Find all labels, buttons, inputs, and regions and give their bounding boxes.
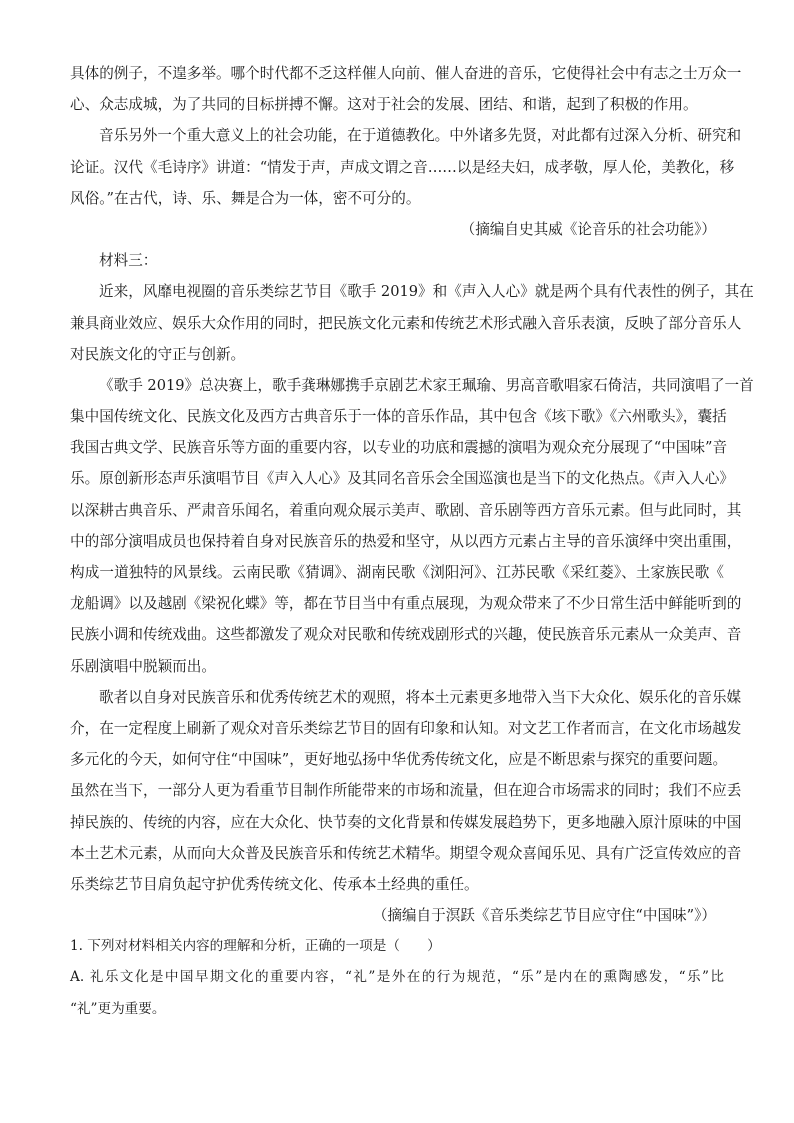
text-line: 集中国传统文化、民族文化及西方古典音乐于一体的音乐作品，其中包含《垓下歌》《六州歌头》，囊括 (70, 408, 727, 426)
text-line: 虽然在当下，一部分人更为看重节目制作所能带来的市场和流量，但在迎合市场需求的同时；我们不应丢 (70, 782, 742, 800)
section-heading: 材料三： (99, 252, 158, 270)
paragraph-start-line: 近来，风靡电视圈的音乐类综艺节目《歌手 2019》和《声入人心》就是两个具有代表性的例子，其在 (99, 283, 754, 301)
text-line: 龙船调》以及越剧《梁祝化蝶》等，都在节目当中有重点展现，为观众带来了不少日常生活中鲜能听到的 (70, 595, 742, 613)
paragraph-start-line: 歌者以自身对民族音乐和优秀传统艺术的观照，将本土元素更多地带入当下大众化、娱乐化的音乐媒 (99, 688, 742, 706)
text-line: 以深耕古典音乐、严肃音乐闻名，着重向观众展示美声、歌剧、音乐剧等西方音乐元素。但与此同时，其 (70, 501, 742, 519)
paragraph-start-line: 音乐另外一个重大意义上的社会功能，在于道德教化。中外诸多先贤，对此都有过深入分析、研究和 (99, 127, 742, 145)
text-line: 我国古典文学、民族音乐等方面的重要内容，以专业的功底和震撼的演唱为观众充分展现了“中国味”音 (70, 439, 728, 457)
text-line: 具体的例子，不遑多举。哪个时代都不乏这样催人向前、催人奋进的音乐，它使得社会中有志之士万众一 (70, 65, 742, 82)
text-line: 介，在一定程度上刷新了观众对音乐类综艺节目的固有印象和认知。对文艺工作者而言，在文化市场越发 (70, 719, 742, 737)
text-line: 风俗。”在古代，诗、乐、舞是合为一体，密不可分的。 (70, 189, 421, 207)
question-stem: 1. 下列对材料相关内容的理解和分析，正确的一项是（ ） (70, 938, 441, 955)
text-line: 乐。原创新形态声乐演唱节目《声入人心》及其同名音乐会全国巡演也是当下的文化热点。《声入人心》 (70, 470, 735, 488)
text-line: 兼具商业效应、娱乐大众作用的同时，把民族文化元素和传统艺术形式融入音乐表演，反映了部分音乐人 (70, 314, 742, 332)
text-line: 乐类综艺节目肩负起守护优秀传统文化、传承本土经典的重任。 (70, 875, 479, 893)
paragraph-start-line: 《歌手 2019》总决赛上，歌手龚琳娜携手京剧艺术家王珮瑜、男高音歌唱家石倚洁，共同演唱了一首 (99, 376, 754, 394)
answer-option-a-continued: “礼”更为重要。 (70, 1000, 166, 1017)
text-line: 民族小调和传统戏曲。这些都激发了观众对民歌和传统戏剧形式的兴趣，使民族音乐元素从一众美声、音 (70, 626, 742, 644)
text-line: 本土艺术元素，从而向大众普及民族音乐和传统艺术精华。期望令观众喜闻乐见、具有广泛宣传效应的音 (70, 844, 742, 862)
text-line: 乐剧演唱中脱颖而出。 (70, 657, 216, 675)
text-line: 掉民族的、传统的内容，应在大众化、快节奏的文化背景和传媒发展趋势下，更多地融入原汁原味的中国 (70, 813, 742, 831)
text-line: 对民族文化的守正与创新。 (70, 345, 246, 363)
text-line: 心、众志成城，为了共同的目标拼搏不懈。这对于社会的发展、团结、和谐，起到了积极的作用。 (70, 96, 698, 114)
text-line: 论证。汉代《毛诗序》讲道：“情发于声，声成文谓之音……以是经夫妇，成孝敬，厚人伦，美教化，移 (70, 158, 735, 176)
text-line: 中的部分演唱成员也保持着自身对民族音乐的热爱和坚守，从以西方元素占主导的音乐演绎中突出重围， (70, 532, 742, 550)
answer-option-a: A. 礼乐文化是中国早期文化的重要内容，“礼”是外在的行为规范，“乐”是内在的熏陶感发，“乐”比 (70, 969, 724, 986)
source-citation: （摘编自于溟跃《音乐类综艺节目应守住“中国味”》） (372, 907, 716, 925)
source-citation: （摘编自史其威《论音乐的社会功能》） (460, 220, 716, 238)
text-line: 多元化的今天，如何守住“中国味”，更好地弘扬中华优秀传统文化，应是不断思索与探究的重要问题。 (70, 751, 728, 769)
document-page (70, 58, 754, 1025)
text-line: 构成一道独特的风景线。云南民歌《猜调》、湖南民歌《浏阳河》、江苏民歌《采红菱》、土家族民歌《 (70, 564, 724, 581)
